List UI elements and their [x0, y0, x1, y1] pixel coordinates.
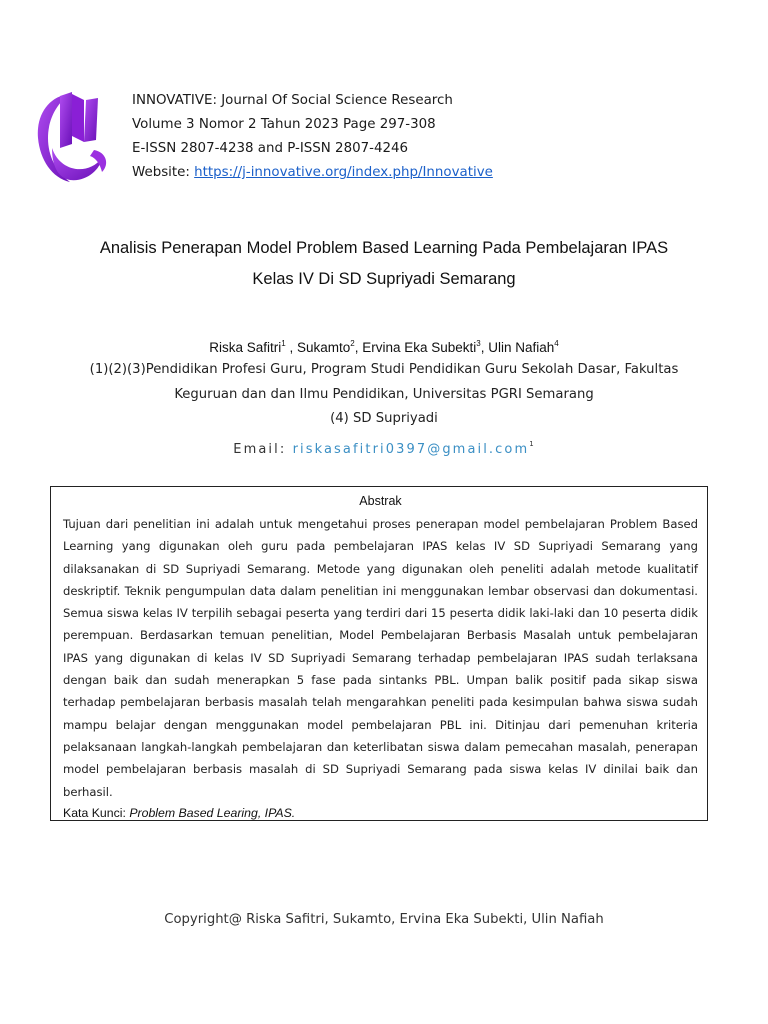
journal-volume: Volume 3 Nomor 2 Tahun 2023 Page 297-308 — [132, 117, 436, 132]
author-list: Riska Safitri$^1$ , Sukamto$^2$, Ervina Eka Subekti$^3$, Ulin Nafiah$^4$ — [209, 339, 559, 355]
author-name: Ervina Eka Subekti — [362, 340, 477, 355]
corresponding-email — [40, 440, 728, 457]
website-label: Website: — [132, 165, 195, 180]
journal-name: INNOVATIVE: Journal Of Social Science Research — [132, 93, 453, 108]
email-address[interactable]: riskasafitri0397@gmail.com — [292, 442, 530, 457]
abstract-box — [50, 486, 708, 821]
affiliation-line-3: (4) SD Supriyadi — [330, 411, 438, 426]
keywords-label: Kata Kunci: — [63, 805, 130, 820]
author-name: Riska Safitri — [209, 340, 282, 355]
author-affiliation-mark: 1 — [281, 339, 286, 348]
copyright-notice: Copyright@ Riska Safitri, Sukamto, Ervina Eka Subekti, Ulin Nafiah — [164, 912, 604, 927]
keywords-value: Problem Based Learing, IPAS. — [129, 805, 296, 820]
email-affiliation-mark: 1 — [529, 440, 535, 448]
journal-website — [132, 161, 493, 185]
paper-title — [40, 233, 728, 295]
keywords — [63, 803, 698, 823]
journal-logo — [30, 86, 120, 186]
abstract-heading: Abstrak — [359, 494, 402, 508]
email-label: Email: — [233, 442, 293, 457]
author-affiliation-mark: 3 — [476, 339, 481, 348]
paper-title-line-1: Analisis Penerapan Model Problem Based Learning Pada Pembelajaran IPAS — [99, 239, 669, 257]
author-affiliation-mark: 4 — [554, 339, 559, 348]
affiliation-line-2: Keguruan dan dan Ilmu Pendidikan, Universitas PGRI Semarang — [174, 386, 594, 402]
abstract-text: Tujuan dari penelitian ini adalah untuk mengetahui proses penerapan model pembelajaran Problem Based Learning yang digunakan oleh guru pada pembelajaran IPAS kelas IV SD Supriyadi Semarang yang dilaksanakan di SD Supriyadi Semarang. Metode yang digunakan oleh peneliti adalah metode kualitatif deskriptif. Teknik pengumpulan data dalam penelitian ini menggunakan lembar observasi dan dokumentasi. Semua siswa kelas IV terpilih sebagai peserta yang terdiri dari 15 peserta didik laki-laki dan 10 peserta didik perempuan. Berdasarkan temuan penelitian, Model Pembelajaran Berbasis Masalah untuk pembelajaran IPAS yang digunakan di kelas IV SD Supriyadi Semarang terhadap pembelajaran IPAS sudah terlaksana dengan baik dan sudah menerapkan 5 fase pada sintanks PBL. Umpan balik positif pada sikap siswa terhadap pembelajaran berbasis masalah telah mengarahkan peneliti pada kesimpulan bahwa siswa sudah mampu belajar dengan menggunakan model pembelajaran PBL ini. Ditinjau dari pemenuhan kriteria pelaksanaan langkah-langkah pembelajaran dan keterlibatan siswa dalam pemecahan masalah, penerapan model pembelajaran berbasis masalah di SD Supriyadi Semarang pada siswa kelas IV dinilai baik dan berhasil. — [63, 517, 698, 799]
website-link[interactable]: https://j-innovative.org/index.php/Innovative — [194, 165, 493, 180]
innovative-logo-icon — [30, 86, 120, 186]
author-name: Ulin Nafiah — [488, 340, 555, 355]
journal-issn: E-ISSN 2807-4238 and P-ISSN 2807-4246 — [132, 141, 409, 156]
affiliations — [40, 358, 728, 432]
author-name: Sukamto — [296, 340, 351, 355]
author-affiliation-mark: 2 — [350, 339, 355, 348]
paper-title-line-2: Kelas IV Di SD Supriyadi Semarang — [252, 270, 516, 288]
journal-header — [132, 89, 493, 185]
affiliation-line-1: (1)(2)(3)Pendidikan Profesi Guru, Program Studi Pendidikan Guru Sekolah Dasar, Fakultas — [89, 362, 679, 377]
